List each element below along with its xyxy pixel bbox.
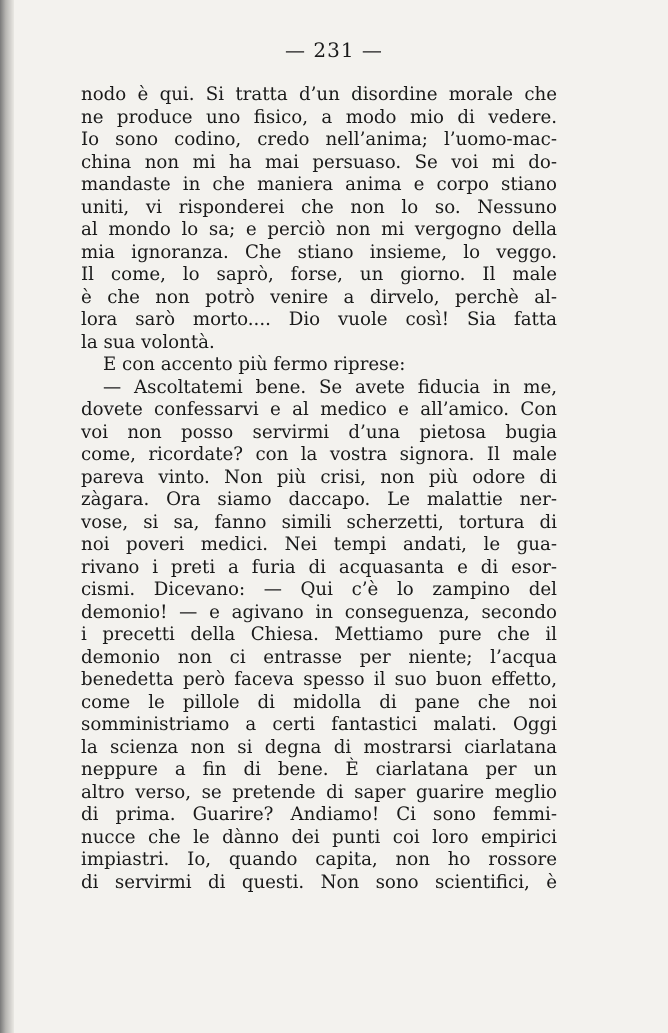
text-line: Io sono codino, credo nell’anima; l’uomo-mac- (81, 129, 557, 150)
text-line: somministriamo a certi fantastici malati. Oggi (81, 714, 557, 735)
text-line: pareva vinto. Non più crisi, non più odore di (81, 466, 557, 488)
text-line: ne produce uno fisico, a modo mio di vedere. (81, 106, 557, 128)
text-line: zàgara. Ora siamo daccapo. Le malattie ner- (81, 489, 557, 510)
text-line: dovete confessarvi e al medico e all’amico. Con (81, 399, 557, 420)
text-line: neppure a fin di bene. È ciarlatana per un (81, 759, 557, 780)
text-line: come le pillole di midolla di pane che noi (81, 691, 557, 713)
body-text (81, 84, 557, 894)
text-line: come, ricordate? con la vostra signora. Il male (81, 444, 557, 465)
text-line: demonio! — e agivano in conseguenza, secondo (81, 601, 557, 623)
text-line: i precetti della Chiesa. Mettiamo pure che il (81, 624, 557, 645)
text-line: nucce che le dànno dei punti coi loro empirici (81, 826, 557, 848)
text-line: benedetta però faceva spesso il suo buon effetto, (81, 669, 557, 690)
text-line: nodo è qui. Si tratta d’un disordine morale che (81, 84, 557, 105)
text-line: di servirmi di questi. Non sono scientifici, è (81, 871, 557, 893)
text-line: la sua volontà. (81, 331, 215, 353)
text-line: demonio non ci entrasse per niente; l’acqua (81, 646, 557, 668)
text-line: rivano i preti a furia di acquasanta e di esor- (81, 556, 557, 578)
text-line: china non mi ha mai persuaso. Se voi mi do- (81, 151, 557, 173)
text-line: al mondo lo sa; e perciò non mi vergogno della (81, 219, 557, 240)
text-line: — Ascoltatemi bene. Se avete fiducia in me, (103, 376, 557, 398)
text-line: mandaste in che maniera anima e corpo stiano (81, 174, 557, 195)
text-line: la scienza non si degna di mostrarsi ciarlatana (81, 736, 557, 758)
text-line: di prima. Guarire? Andiamo! Ci sono femmi- (81, 804, 557, 825)
text-line: cismi. Dicevano: — Qui c’è lo zampino del (81, 579, 557, 600)
page-number: — 231 — (285, 38, 383, 62)
page-gutter-shadow (0, 0, 14, 1033)
text-line: mia ignoranza. Che stiano insieme, lo veggo. (81, 241, 557, 263)
text-line: vose, si sa, fanno simili scherzetti, tortura di (81, 511, 557, 533)
text-line: E con accento più fermo riprese: (103, 354, 406, 375)
text-line: altro verso, se pretende di saper guarire meglio (81, 781, 557, 803)
text-line: voi non posso servirmi d’una pietosa bugia (81, 421, 557, 443)
text-line: impiastri. Io, quando capita, non ho rossore (81, 849, 557, 870)
text-line: noi poveri medici. Nei tempi andati, le gua- (81, 534, 557, 555)
text-line: uniti, vi risponderei che non lo so. Nessuno (81, 196, 557, 218)
text-line: Il come, lo saprò, forse, un giorno. Il male (81, 264, 557, 285)
text-line: è che non potrò venire a dirvelo, perchè al- (81, 286, 557, 308)
text-line: lora sarò morto.... Dio vuole così! Sia fatta (81, 309, 557, 330)
